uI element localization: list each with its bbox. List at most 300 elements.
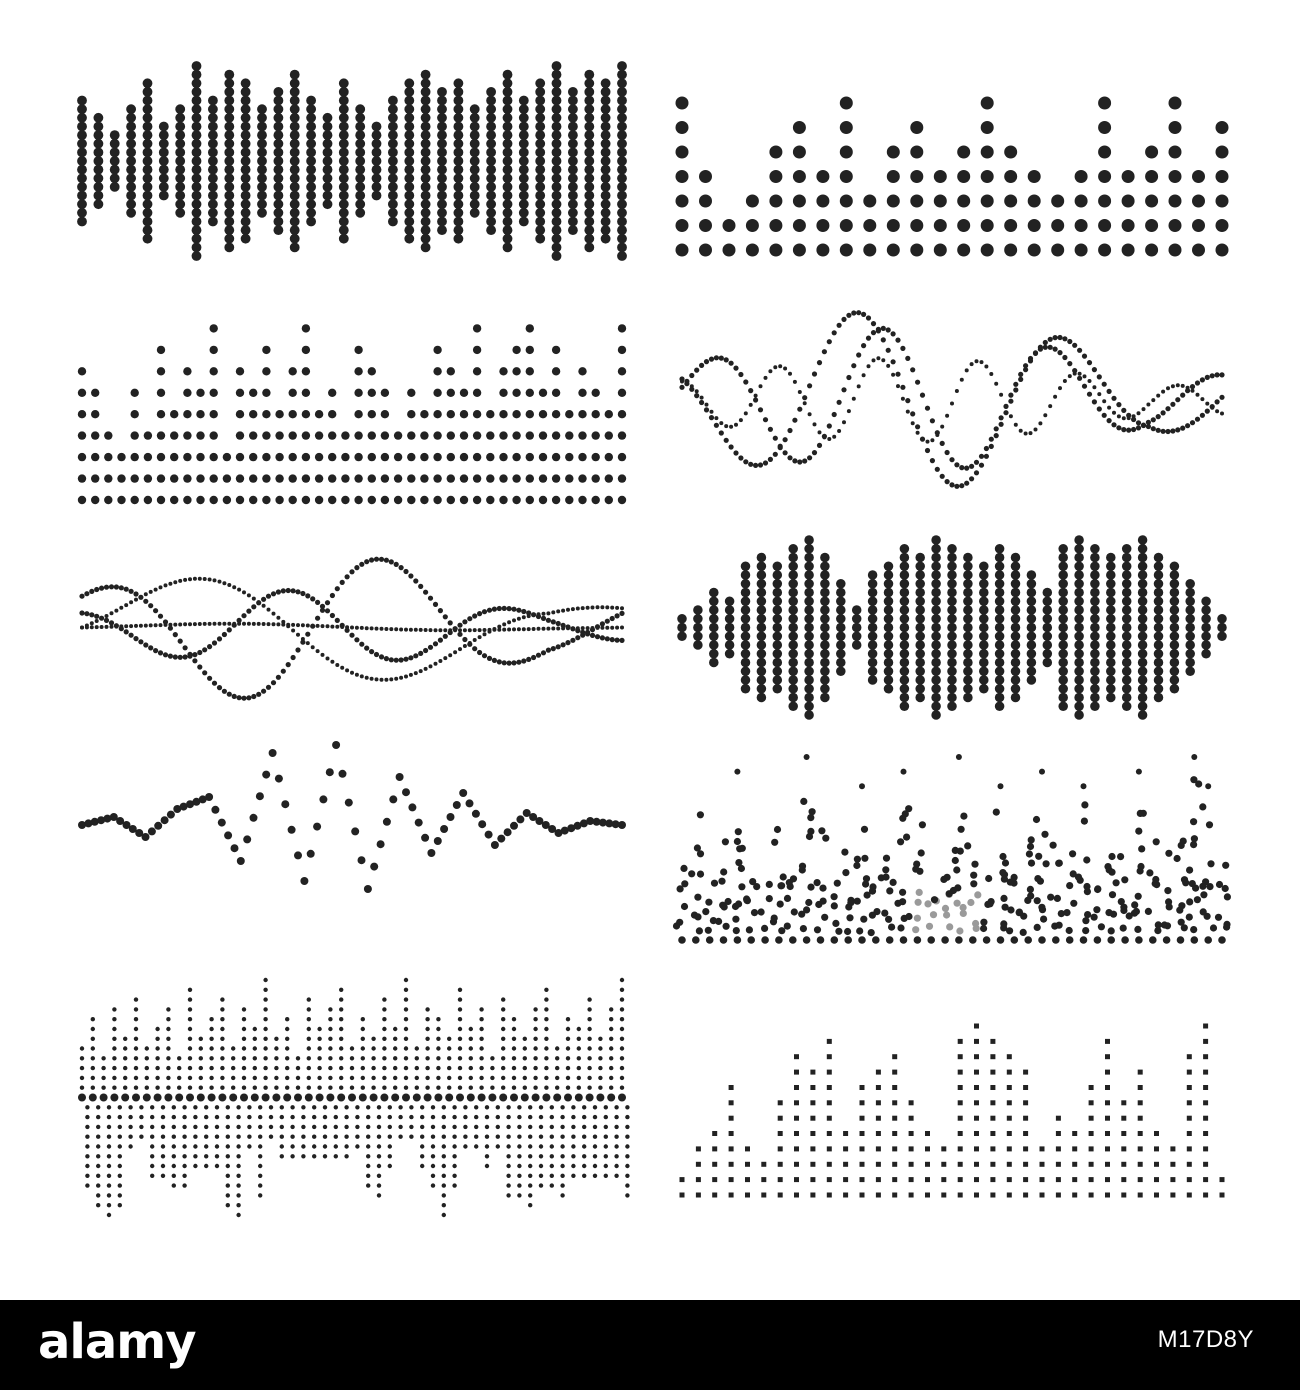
equalizer-dot xyxy=(473,431,481,439)
spike-dot xyxy=(204,1115,208,1119)
equalizer-dot xyxy=(840,219,853,232)
spike-dot xyxy=(118,1203,122,1207)
spike-dot xyxy=(101,1066,105,1070)
sine-dot xyxy=(901,397,905,401)
sine-dot xyxy=(1028,358,1033,363)
equalizer-square xyxy=(761,1177,766,1182)
wave-dot xyxy=(900,640,910,650)
wave-dot xyxy=(126,182,136,192)
wave-dot xyxy=(208,139,218,149)
spike-dot xyxy=(533,1076,537,1080)
sine-dot xyxy=(526,610,531,615)
spike-dot xyxy=(91,1066,95,1070)
wave-dot xyxy=(1201,649,1211,659)
wave-dot xyxy=(535,182,545,192)
sine-dot xyxy=(522,615,526,619)
sine-dot xyxy=(1176,383,1180,387)
sine-dot xyxy=(354,637,359,642)
sine-dot xyxy=(261,689,266,694)
spike-dot xyxy=(377,1125,381,1129)
sine-dot xyxy=(232,694,237,699)
wave-dot xyxy=(77,217,87,227)
spike-dot xyxy=(420,1154,424,1158)
wave-dot xyxy=(77,173,87,183)
wave-dot xyxy=(143,96,153,106)
equalizer-dot xyxy=(840,97,853,110)
sine-dot xyxy=(468,641,472,645)
wave-dot xyxy=(437,217,447,227)
spike-dot xyxy=(533,1017,537,1021)
spike-dot xyxy=(199,1086,203,1090)
equalizer-dot xyxy=(592,410,600,418)
wave-dot xyxy=(290,96,300,106)
zigzag-dot xyxy=(434,837,442,845)
equalizer-dot xyxy=(605,474,613,482)
sine-dot xyxy=(124,587,129,592)
wave-dot xyxy=(568,113,578,123)
sine-dot xyxy=(610,637,615,642)
sine-dot xyxy=(512,627,516,631)
sine-dot xyxy=(477,611,482,616)
sine-dot xyxy=(905,398,910,403)
wave-dot xyxy=(453,147,463,157)
spike-dot xyxy=(145,1056,149,1060)
wave-dot xyxy=(601,104,611,114)
sine-dot xyxy=(330,613,335,618)
equalizer-square xyxy=(1170,1146,1175,1151)
equalizer-square xyxy=(1154,1146,1159,1151)
equalizer-dot xyxy=(368,474,376,482)
scatter-dot xyxy=(1118,898,1125,905)
wave-dot xyxy=(126,208,136,218)
wave-dot xyxy=(804,535,814,545)
sine-dot xyxy=(881,326,886,331)
sine-dot xyxy=(502,660,507,665)
sine-dot xyxy=(99,616,104,621)
sine-dot xyxy=(291,623,295,627)
sine-dot xyxy=(1063,379,1067,383)
equalizer-square xyxy=(1203,1162,1208,1167)
sine-dot xyxy=(379,654,384,659)
scatter-dot xyxy=(1034,924,1041,931)
equalizer-square xyxy=(696,1146,701,1151)
wave-dot xyxy=(323,165,333,175)
equalizer-dot xyxy=(957,244,970,257)
sine-dot xyxy=(822,435,826,439)
wave-dot xyxy=(339,156,349,166)
sine-dot xyxy=(689,373,694,378)
equalizer-dot xyxy=(981,146,994,159)
equalizer-dot xyxy=(981,195,994,208)
equalizer-dot xyxy=(934,195,947,208)
spike-dot xyxy=(571,1125,575,1129)
scatter-dot xyxy=(1204,936,1212,944)
equalizer-dot xyxy=(592,453,600,461)
spike-dot xyxy=(382,1066,386,1070)
sine-dot xyxy=(433,641,438,646)
spike-dot xyxy=(425,1076,429,1080)
equalizer-square xyxy=(1170,1177,1175,1182)
equalizer-square xyxy=(794,1131,799,1136)
sine-dot xyxy=(619,638,624,643)
spike-dot xyxy=(334,1144,338,1148)
wave-dot xyxy=(900,702,910,712)
scatter-dot xyxy=(1020,913,1027,920)
equalizer-dot xyxy=(1145,170,1158,183)
spike-dot xyxy=(377,1135,381,1139)
wave-dot xyxy=(1074,640,1084,650)
equalizer-square xyxy=(843,1177,848,1182)
spike-dot xyxy=(409,1105,413,1109)
wave-dot xyxy=(1074,579,1084,589)
wave-dot xyxy=(804,579,814,589)
wave-dot xyxy=(126,147,136,157)
equalizer-dot xyxy=(341,496,349,504)
wave-dot xyxy=(486,217,496,227)
sine-dot xyxy=(1083,374,1087,378)
spike-dot xyxy=(145,1076,149,1080)
sine-dot xyxy=(965,368,969,372)
sine-dot xyxy=(768,427,773,432)
sine-dot xyxy=(1136,420,1141,425)
sine-dot xyxy=(551,627,555,631)
equalizer-dot xyxy=(1028,219,1041,232)
sine-dot xyxy=(311,624,315,628)
wave-dot xyxy=(1122,675,1132,685)
zigzag-dot xyxy=(319,795,327,803)
scatter-dot xyxy=(954,900,961,907)
equalizer-dot xyxy=(170,453,178,461)
wave-dot xyxy=(1011,693,1021,703)
spike-dot xyxy=(231,1076,235,1080)
equalizer-dot xyxy=(433,410,441,418)
wave-dot xyxy=(503,242,513,252)
sine-dot xyxy=(419,628,423,632)
wave-dot xyxy=(503,199,513,209)
spike-dot xyxy=(442,1174,446,1178)
equalizer-square xyxy=(1121,1116,1126,1121)
equalizer-dot xyxy=(78,474,86,482)
scatter-dot xyxy=(1155,921,1162,928)
equalizer-dot xyxy=(1216,170,1229,183)
equalizer-dot xyxy=(473,410,481,418)
wave-dot xyxy=(388,217,398,227)
equalizer-square xyxy=(1138,1162,1143,1167)
sine-dot xyxy=(202,670,207,675)
spike-dot xyxy=(452,1105,456,1109)
equalizer-dot xyxy=(315,410,323,418)
wave-dot xyxy=(820,632,830,642)
spike-dot xyxy=(458,1046,462,1050)
equalizer-dot xyxy=(315,431,323,439)
scatter-dot xyxy=(1082,927,1089,934)
spike-dot xyxy=(566,1046,570,1050)
equalizer-dot xyxy=(354,367,362,375)
spike-dot xyxy=(467,1094,475,1102)
sine-dot xyxy=(871,330,876,335)
scatter-dot xyxy=(1149,936,1157,944)
wave-dot xyxy=(773,614,783,624)
wave-dot xyxy=(323,130,333,140)
scatter-dot xyxy=(1205,783,1211,789)
equalizer-dot xyxy=(78,496,86,504)
sine-dot xyxy=(837,323,842,328)
wave-dot xyxy=(323,199,333,209)
spike-dot xyxy=(128,1135,132,1139)
spike-dot xyxy=(280,1125,284,1129)
wave-dot xyxy=(788,640,798,650)
zigzag-dot xyxy=(472,810,480,818)
wave-dot xyxy=(900,553,910,563)
scatter-dot xyxy=(964,842,971,849)
scatter-dot xyxy=(983,936,991,944)
scatter-dot xyxy=(835,928,842,935)
spike-dot xyxy=(425,1027,429,1031)
wave-dot xyxy=(143,139,153,149)
equalizer-dot xyxy=(249,389,257,397)
wave-dot xyxy=(1043,632,1053,642)
sine-dot xyxy=(733,450,738,455)
equalizer-dot xyxy=(793,170,806,183)
sine-dot xyxy=(256,600,261,605)
wave-dot xyxy=(503,130,513,140)
equalizer-dot xyxy=(981,121,994,134)
sine-dot xyxy=(1210,404,1215,409)
equalizer-square xyxy=(990,1162,995,1167)
equalizer-square xyxy=(1121,1146,1126,1151)
wave-dot xyxy=(788,597,798,607)
spike-dot xyxy=(474,1144,478,1148)
spike-dot xyxy=(478,1094,486,1102)
wave-dot xyxy=(535,139,545,149)
scatter-dot xyxy=(702,908,709,915)
wave-dot xyxy=(404,217,414,227)
spike-dot xyxy=(447,1066,451,1070)
wave-dot xyxy=(931,623,941,633)
scatter-dot xyxy=(861,826,868,833)
spike-dot xyxy=(371,1076,375,1080)
sine-dot xyxy=(527,627,531,631)
scatter-dot xyxy=(1007,906,1014,913)
scatter-dot xyxy=(1190,818,1197,825)
sine-dot xyxy=(738,372,743,377)
spike-dot xyxy=(431,1125,435,1129)
wave-dot xyxy=(868,605,878,615)
wave-dot xyxy=(584,173,594,183)
sine-dot xyxy=(744,411,748,415)
scatter-dot xyxy=(958,826,965,833)
equalizer-dot xyxy=(539,410,547,418)
equalizer-dot xyxy=(196,496,204,504)
spike-dot xyxy=(431,1105,435,1109)
wave-dot xyxy=(601,113,611,123)
wave-dot xyxy=(1027,640,1037,650)
wave-dot xyxy=(1185,605,1195,615)
wave-dot xyxy=(568,122,578,132)
spike-dot xyxy=(382,1017,386,1021)
wave-dot xyxy=(503,217,513,227)
wave-dot xyxy=(868,588,878,598)
scatter-dot xyxy=(859,783,865,789)
wave-dot xyxy=(503,182,513,192)
wave-dot xyxy=(1058,570,1068,580)
wave-dot xyxy=(388,130,398,140)
equalizer-square xyxy=(941,1162,946,1167)
spike-dot xyxy=(150,1115,154,1119)
sine-dot xyxy=(139,624,143,628)
sine-dot xyxy=(817,443,822,448)
spike-dot xyxy=(620,1056,624,1060)
scatter-dot xyxy=(1024,936,1032,944)
sine-dot xyxy=(1116,425,1121,430)
sine-dot xyxy=(79,610,84,615)
spike-dot xyxy=(296,1076,300,1080)
wave-dot xyxy=(617,173,627,183)
wave-dot xyxy=(900,544,910,554)
spike-dot xyxy=(242,1056,246,1060)
spike-dot xyxy=(528,1183,532,1187)
wave-dot xyxy=(1122,640,1132,650)
zigzag-dot xyxy=(351,827,359,835)
spike-dot xyxy=(112,1037,116,1041)
spike-dot xyxy=(242,1076,246,1080)
spike-dot xyxy=(204,1144,208,1148)
wave-dot xyxy=(77,182,87,192)
wave-dot xyxy=(552,191,562,201)
equalizer-dot xyxy=(289,410,297,418)
wave-dot xyxy=(804,553,814,563)
sine-dot xyxy=(321,624,325,628)
sine-dot xyxy=(153,608,158,613)
spike-dot xyxy=(371,1037,375,1041)
scatter-dot xyxy=(1202,878,1209,885)
wave-dot xyxy=(404,139,414,149)
wave-dot xyxy=(788,693,798,703)
equalizer-square xyxy=(958,1116,963,1121)
spike-dot xyxy=(317,1027,321,1031)
scatter-dot xyxy=(1040,916,1047,923)
spike-dot xyxy=(186,1094,194,1102)
equalizer-square xyxy=(794,1177,799,1182)
sine-dot xyxy=(783,450,788,455)
spike-dot xyxy=(285,1066,289,1070)
sine-dot xyxy=(173,632,178,637)
sine-dot xyxy=(345,574,350,579)
wave-dot xyxy=(995,632,1005,642)
scatter-dot xyxy=(885,916,892,923)
sine-dot xyxy=(605,605,609,609)
sine-dot xyxy=(797,459,802,464)
equalizer-dot xyxy=(91,496,99,504)
sine-dot xyxy=(497,628,501,632)
spike-dot xyxy=(155,1086,159,1090)
scatter-dot xyxy=(1084,911,1091,918)
spike-dot xyxy=(404,997,408,1001)
wave-dot xyxy=(1106,553,1116,563)
footer-bar xyxy=(0,1300,1300,1390)
wave-dot xyxy=(741,684,751,694)
spike-dot xyxy=(328,1076,332,1080)
spike-dot xyxy=(166,1056,170,1060)
sine-dot xyxy=(964,466,969,471)
equalizer-square xyxy=(1056,1116,1061,1121)
equalizer-square xyxy=(712,1162,717,1167)
wave-dot xyxy=(884,623,894,633)
scatter-dot xyxy=(868,929,875,936)
sine-dot xyxy=(183,622,187,626)
spike-dot xyxy=(172,1174,176,1178)
equalizer-dot xyxy=(328,453,336,461)
wave-dot xyxy=(1090,579,1100,589)
sine-dot xyxy=(891,359,896,364)
wave-dot xyxy=(1090,658,1100,668)
equalizer-dot xyxy=(381,474,389,482)
wave-dot xyxy=(519,208,529,218)
equalizer-dot xyxy=(1028,244,1041,257)
wave-dot xyxy=(1154,693,1164,703)
sine-dot xyxy=(536,653,541,658)
sine-dot xyxy=(507,606,512,611)
spike-dot xyxy=(604,1174,608,1178)
wave-dot xyxy=(437,165,447,175)
wave-dot xyxy=(617,234,627,244)
sine-dot xyxy=(438,628,442,632)
spike-dot xyxy=(620,1066,624,1070)
wave-dot xyxy=(757,597,767,607)
wave-dot xyxy=(552,78,562,88)
wave-dot xyxy=(355,113,365,123)
equalizer-dot xyxy=(934,170,947,183)
sine-dot xyxy=(262,604,266,608)
wave-dot xyxy=(773,588,783,598)
scatter-dot xyxy=(818,827,825,834)
sine-dot xyxy=(565,640,570,645)
sine-dot xyxy=(477,650,482,655)
wave-dot xyxy=(355,191,365,201)
spike-dot xyxy=(204,1164,208,1168)
spike-dot xyxy=(247,1115,251,1119)
sine-dot xyxy=(105,625,109,629)
sine-dot xyxy=(803,401,807,405)
equalizer-dot xyxy=(460,474,468,482)
sine-dot xyxy=(704,407,709,412)
equalizer-square xyxy=(712,1193,717,1198)
scatter-dot xyxy=(1206,821,1213,828)
spike-dot xyxy=(317,1086,321,1090)
wave-dot xyxy=(241,225,251,235)
wave-dot xyxy=(757,623,767,633)
spike-dot xyxy=(528,1193,532,1197)
spike-dot xyxy=(625,1193,629,1197)
spike-dot xyxy=(463,1115,467,1119)
spike-dot xyxy=(625,1174,629,1178)
equalizer-dot xyxy=(302,367,310,375)
wave-dot xyxy=(486,199,496,209)
equalizer-dot xyxy=(1145,244,1158,257)
wave-dot xyxy=(1122,649,1132,659)
spike-dot xyxy=(496,1125,500,1129)
zigzag-dot xyxy=(485,831,493,839)
equalizer-dot xyxy=(539,453,547,461)
wave-dot xyxy=(355,104,365,114)
sine-dot xyxy=(561,609,565,613)
spike-dot xyxy=(166,1037,170,1041)
spike-dot xyxy=(587,1046,591,1050)
sine-dot xyxy=(105,614,109,618)
wave-dot xyxy=(757,693,767,703)
wave-dot xyxy=(995,640,1005,650)
equalizer-dot xyxy=(486,410,494,418)
